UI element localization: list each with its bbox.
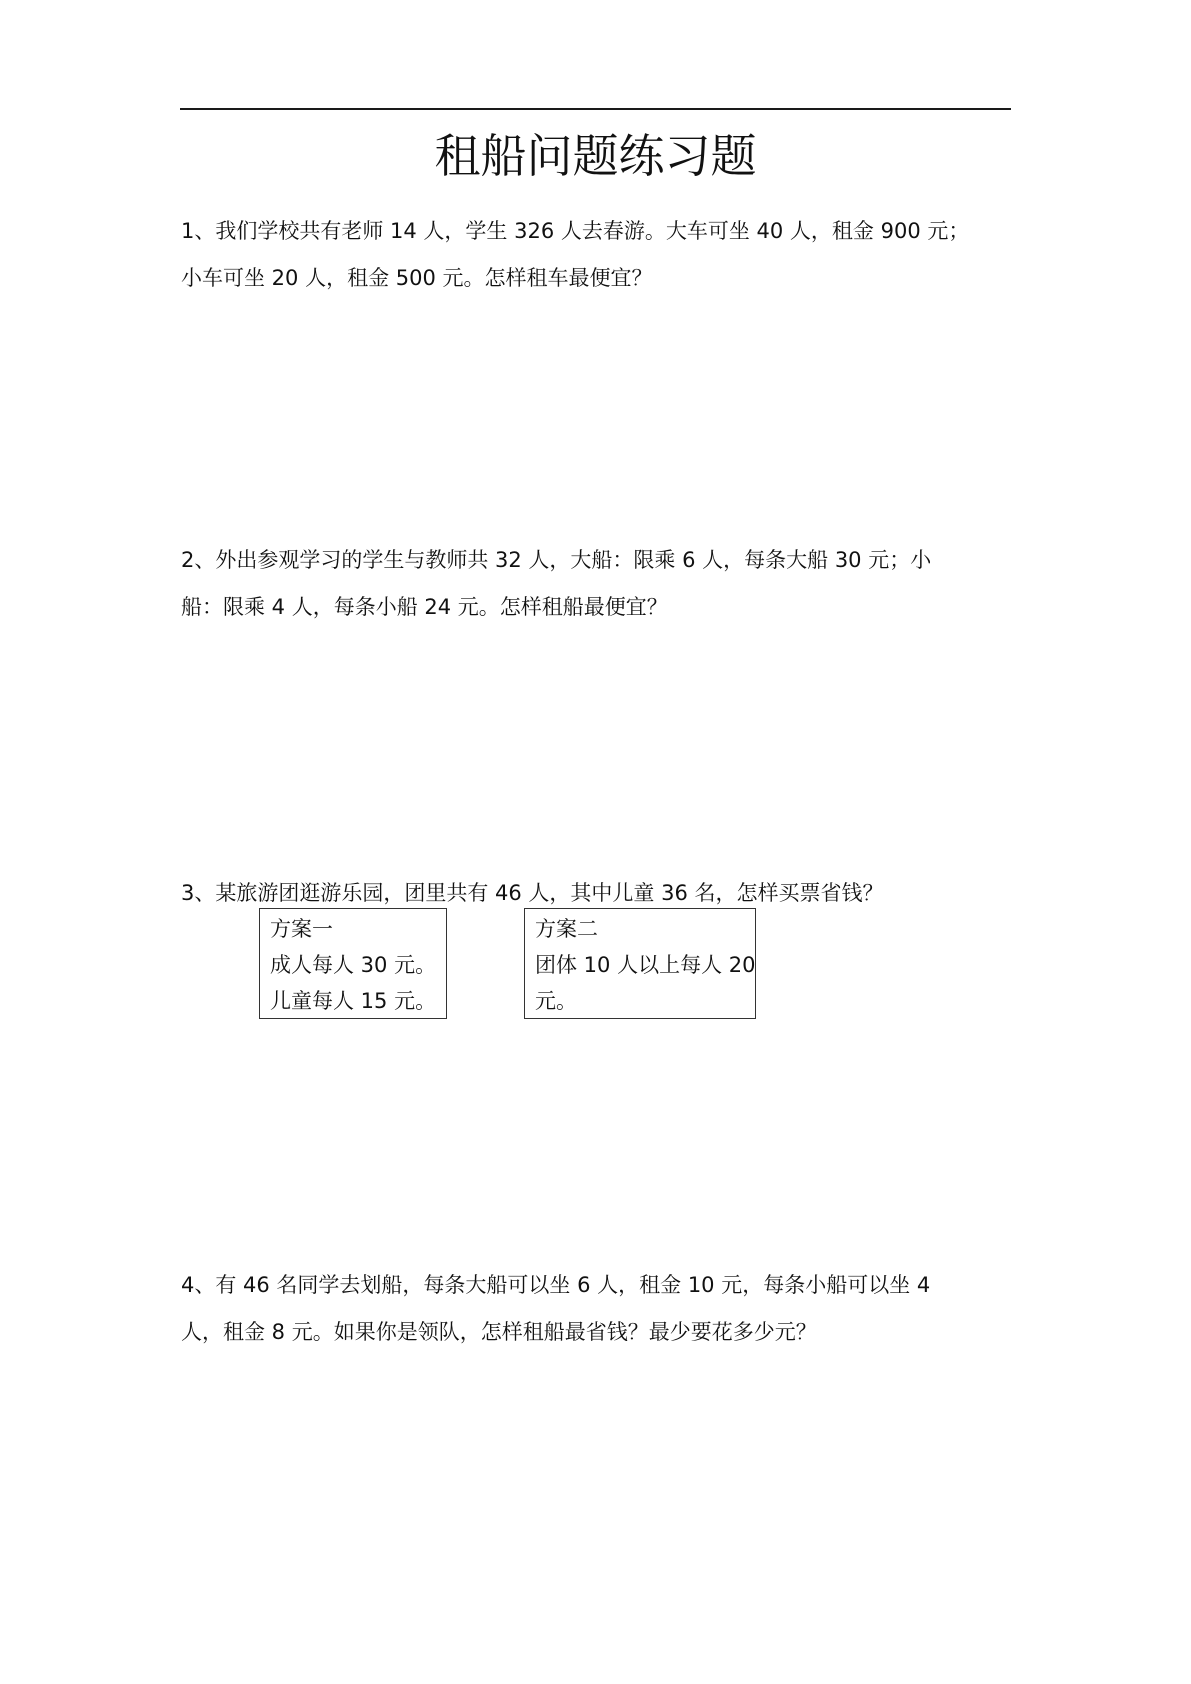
question-4	[181, 1262, 1016, 1356]
question-2-line-2: 船：限乘 4 人，每条小船 24 元。怎样租船最便宜？	[181, 595, 668, 619]
plan-one-adult-price: 成人每人 30 元。	[270, 953, 437, 977]
question-1-line-1: 1、我们学校共有老师 14 人，学生 326 人去春游。大车可坐 40 人，租金 900 元；	[181, 219, 970, 243]
plan-two-title: 方案二	[535, 917, 598, 941]
question-4-line-2: 人，租金 8 元。如果你是领队，怎样租船最省钱？最少要花多少元？	[181, 1320, 817, 1344]
question-1	[181, 208, 1016, 302]
plan-one-title: 方案一	[270, 917, 333, 941]
question-2-line-1: 2、外出参观学习的学生与教师共 32 人，大船：限乘 6 人，每条大船 30 元；小	[181, 548, 932, 572]
question-3-line-1: 3、某旅游团逛游乐园，团里共有 46 人，其中儿童 36 名，怎样买票省钱？	[181, 881, 884, 905]
plan-one-child-price: 儿童每人 15 元。	[270, 989, 437, 1013]
question-4-line-1: 4、有 46 名同学去划船，每条大船可以坐 6 人，租金 10 元，每条小船可以坐 4	[181, 1273, 931, 1297]
question-1-line-2: 小车可坐 20 人，租金 500 元。怎样租车最便宜？	[181, 266, 653, 290]
plan-two-group-price-cont: 元。	[535, 989, 577, 1013]
plan-two-box	[524, 908, 756, 1019]
page-title: 租船问题练习题	[434, 129, 757, 183]
plan-one-box	[259, 908, 447, 1019]
header-rule	[180, 108, 1011, 110]
question-2	[181, 537, 1016, 631]
plan-two-group-price: 团体 10 人以上每人 20	[535, 953, 756, 977]
